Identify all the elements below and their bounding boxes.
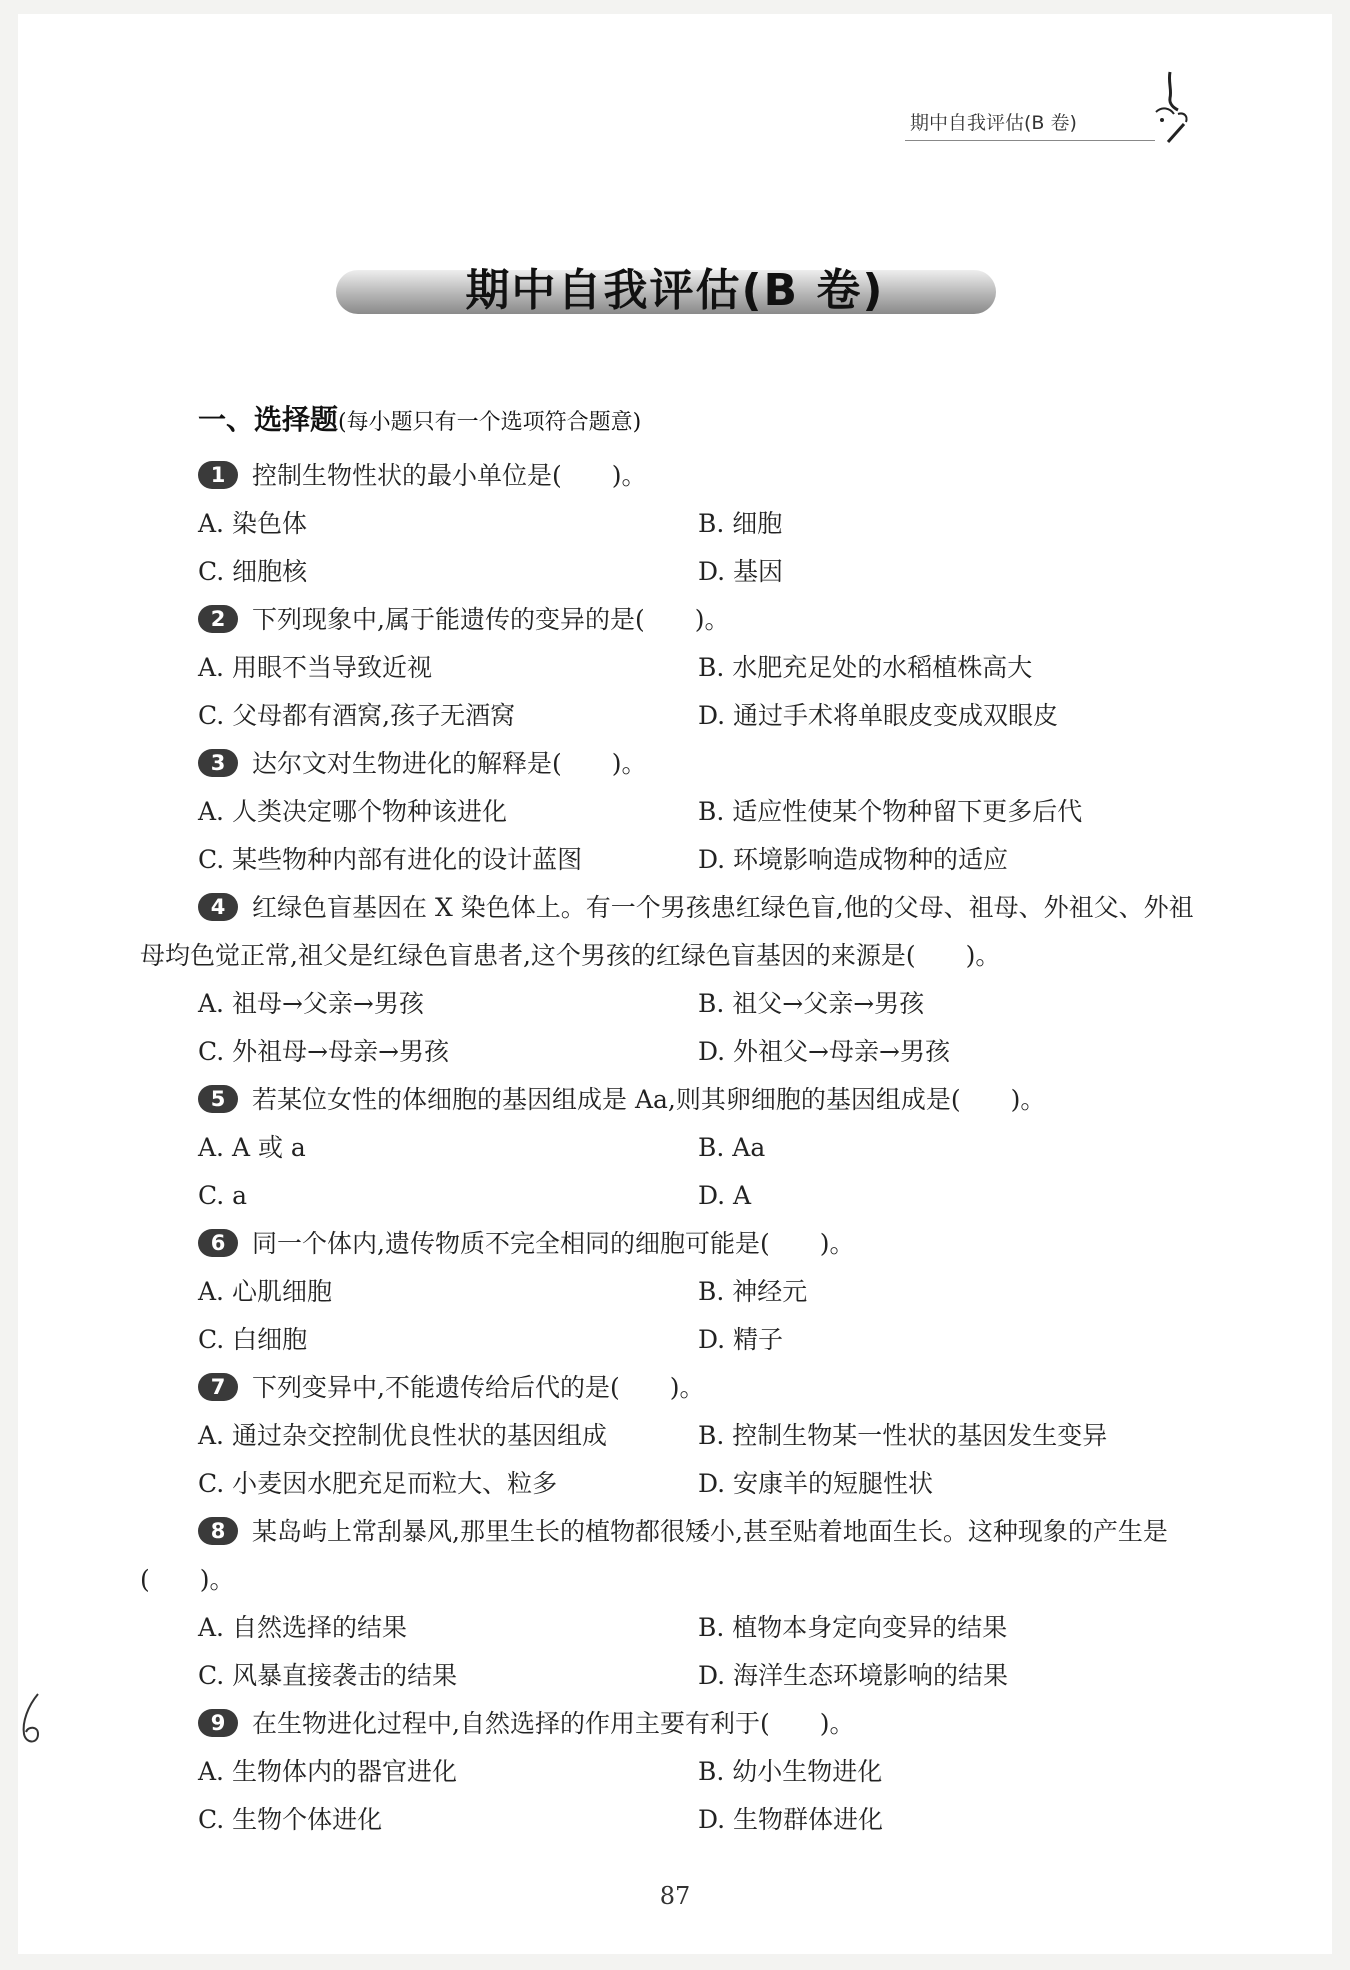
question-7: [140, 1364, 1210, 1508]
option-d: D. 基因: [698, 557, 784, 586]
options: [140, 1412, 1210, 1508]
question-stem: [140, 1364, 1210, 1412]
options: [140, 980, 1210, 1076]
question-stem: [140, 884, 1210, 980]
options: [140, 1748, 1210, 1844]
option-c: C. 生物个体进化: [198, 1805, 383, 1834]
question-6: [140, 1220, 1210, 1364]
question-list: [140, 452, 1210, 1844]
running-header: 期中自我评估(B 卷): [910, 112, 1077, 134]
question-text: 下列变异中,不能遗传给后代的是( )。: [252, 1373, 705, 1402]
option-a: A. 通过杂交控制优良性状的基因组成: [198, 1421, 607, 1450]
option-b: B. 水肥充足处的水稻植株高大: [698, 653, 1033, 682]
option-d: D. 安康羊的短腿性状: [698, 1469, 934, 1498]
option-c: C. 某些物种内部有进化的设计蓝图: [198, 845, 583, 874]
option-c: C. 细胞核: [198, 557, 308, 586]
option-b: B. 植物本身定向变异的结果: [698, 1613, 1008, 1642]
question-text: 若某位女性的体细胞的基因组成是 Aa,则其卵细胞的基因组成是( )。: [252, 1085, 1046, 1114]
options: [140, 644, 1210, 740]
question-5: [140, 1076, 1210, 1220]
section-title: 一、选择题: [198, 403, 339, 436]
option-a: A. 心肌细胞: [198, 1277, 332, 1306]
question-text: 在生物进化过程中,自然选择的作用主要有利于( )。: [252, 1709, 855, 1738]
option-d: D. 精子: [698, 1325, 784, 1354]
option-d: D. 生物群体进化: [698, 1805, 884, 1834]
question-text: 达尔文对生物进化的解释是( )。: [252, 749, 647, 778]
section-note: (每小题只有一个选项符合题意): [338, 410, 642, 435]
option-a: A. 用眼不当导致近视: [198, 653, 432, 682]
question-text: 同一个体内,遗传物质不完全相同的细胞可能是( )。: [252, 1229, 855, 1258]
question-4: [140, 884, 1210, 1076]
option-b: B. 细胞: [698, 509, 783, 538]
options: [140, 1604, 1210, 1700]
option-b: B. 适应性使某个物种留下更多后代: [698, 797, 1083, 826]
question-number-badge: 6: [198, 1229, 238, 1257]
option-d: D. 通过手术将单眼皮变成双眼皮: [698, 701, 1059, 730]
handwritten-mark: [14, 1690, 50, 1750]
option-d: D. 环境影响造成物种的适应: [698, 845, 1009, 874]
question-stem: [140, 1076, 1210, 1124]
question-1: [140, 452, 1210, 596]
option-d: D. A: [698, 1181, 752, 1210]
option-c: C. 父母都有酒窝,孩子无酒窝: [198, 701, 516, 730]
option-a: A. 人类决定哪个物种该进化: [198, 797, 507, 826]
question-text: 某岛屿上常刮暴风,那里生长的植物都很矮小,甚至贴着地面生长。这种现象的产生是( )。: [140, 1517, 1168, 1594]
option-d: D. 海洋生态环境影响的结果: [698, 1661, 1009, 1690]
option-a: A. A 或 a: [198, 1133, 306, 1162]
question-3: [140, 740, 1210, 884]
question-stem: [140, 452, 1210, 500]
option-a: A. 染色体: [198, 509, 307, 538]
question-number-badge: 2: [198, 605, 238, 633]
quill-ornament-icon: [1148, 68, 1198, 148]
question-text: 控制生物性状的最小单位是( )。: [252, 461, 647, 490]
options: [140, 500, 1210, 596]
page-title: 期中自我评估(B 卷): [465, 265, 885, 316]
header-rule: [905, 140, 1155, 141]
option-b: B. 祖父→父亲→男孩: [698, 989, 925, 1018]
option-a: A. 生物体内的器官进化: [198, 1757, 457, 1786]
question-2: [140, 596, 1210, 740]
question-number-badge: 9: [198, 1709, 238, 1737]
option-c: C. a: [198, 1181, 248, 1210]
question-number-badge: 4: [198, 893, 238, 921]
options: [140, 788, 1210, 884]
option-b: B. Aa: [698, 1133, 766, 1162]
section-heading: [198, 398, 641, 438]
page-number: 87: [659, 1882, 691, 1910]
question-stem: [140, 1508, 1210, 1604]
question-number-badge: 8: [198, 1517, 238, 1545]
options: [140, 1268, 1210, 1364]
option-a: A. 祖母→父亲→男孩: [198, 989, 424, 1018]
question-9: [140, 1700, 1210, 1844]
option-c: C. 小麦因水肥充足而粒大、粒多: [198, 1469, 558, 1498]
question-text: 下列现象中,属于能遗传的变异的是( )。: [252, 605, 730, 634]
question-8: [140, 1508, 1210, 1700]
option-a: A. 自然选择的结果: [198, 1613, 407, 1642]
question-stem: [140, 596, 1210, 644]
question-stem: [140, 1220, 1210, 1268]
question-number-badge: 5: [198, 1085, 238, 1113]
option-b: B. 幼小生物进化: [698, 1757, 883, 1786]
option-c: C. 白细胞: [198, 1325, 308, 1354]
option-b: B. 神经元: [698, 1277, 808, 1306]
option-c: C. 风暴直接袭击的结果: [198, 1661, 458, 1690]
question-stem: [140, 1700, 1210, 1748]
option-b: B. 控制生物某一性状的基因发生变异: [698, 1421, 1108, 1450]
question-number-badge: 1: [198, 461, 238, 489]
options: [140, 1124, 1210, 1220]
question-number-badge: 7: [198, 1373, 238, 1401]
question-stem: [140, 740, 1210, 788]
question-number-badge: 3: [198, 749, 238, 777]
option-d: D. 外祖父→母亲→男孩: [698, 1037, 950, 1066]
option-c: C. 外祖母→母亲→男孩: [198, 1037, 450, 1066]
question-text: 红绿色盲基因在 X 染色体上。有一个男孩患红绿色盲,他的父母、祖母、外祖父、外祖母均色觉正常,祖父是红绿色盲患者,这个男孩的红绿色盲基因的来源是( )。: [140, 893, 1194, 970]
